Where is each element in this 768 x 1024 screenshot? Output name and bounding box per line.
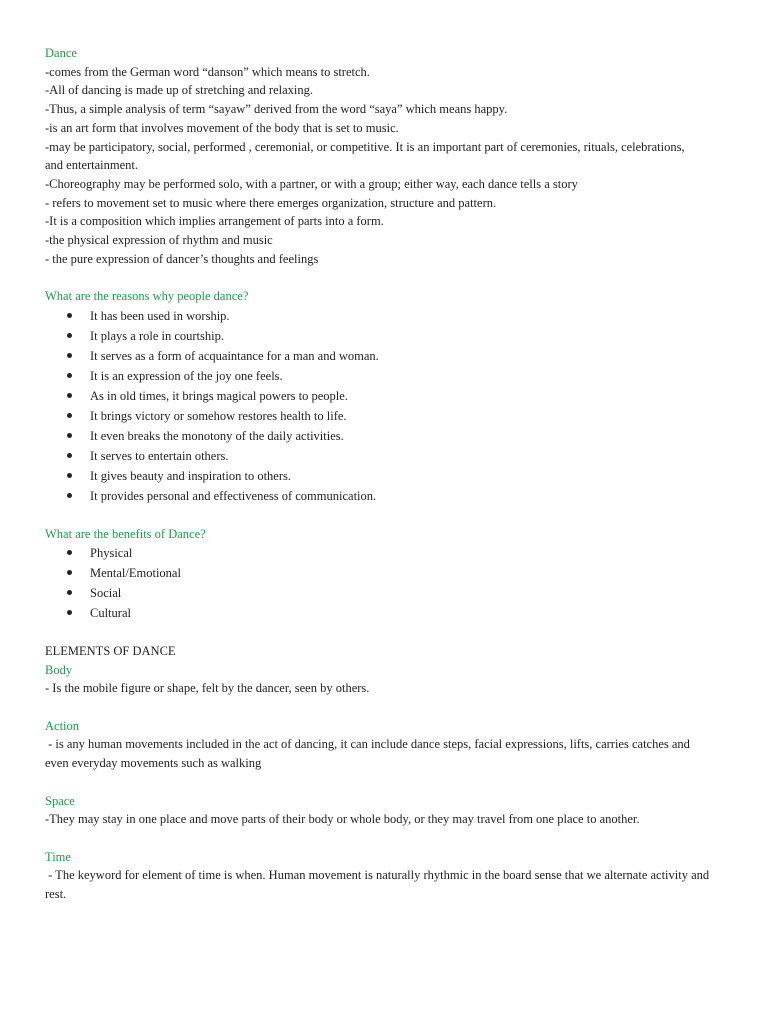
bullet-icon <box>67 493 72 498</box>
list-item <box>45 543 725 563</box>
list-item <box>45 603 725 623</box>
list-item-text: It serves as a form of acquaintance for a man and woman. <box>90 348 379 363</box>
bullet-icon <box>67 590 72 595</box>
body-text: - Is the mobile figure or shape, felt by the dancer, seen by others. <box>45 681 370 696</box>
list-item-text: Cultural <box>90 606 131 621</box>
spacer <box>45 506 725 525</box>
bullet-icon <box>67 433 72 438</box>
spacer <box>45 623 725 642</box>
bullet-icon <box>67 413 72 418</box>
dance-heading: Dance <box>45 46 77 60</box>
list-item <box>45 406 725 426</box>
bullet-icon <box>67 313 72 318</box>
bullet-icon <box>67 610 72 615</box>
intro-line: -the physical expression of rhythm and music <box>45 233 273 248</box>
intro-line: - the pure expression of dancer’s thoughts and feelings <box>45 251 319 266</box>
intro-line: -Choreography may be performed solo, with a partner, or with a group; either way, each dance tells a story <box>45 176 578 191</box>
spacer <box>45 773 725 792</box>
intro-line: -It is a composition which implies arrangement of parts into a form. <box>45 214 384 229</box>
bullet-icon <box>67 473 72 478</box>
time-heading: Time <box>45 849 71 864</box>
intro-line: -comes from the German word “danson” which means to stretch. <box>45 64 370 79</box>
bullet-icon <box>67 353 72 358</box>
list-item <box>45 366 725 386</box>
list-item-text: It plays a role in courtship. <box>90 328 224 343</box>
intro-line: - refers to movement set to music where there emerges organization, structure and pattern. <box>45 195 497 210</box>
list-item <box>45 426 725 446</box>
spacer <box>45 829 725 848</box>
bullet-icon <box>67 393 72 398</box>
list-item-text: It brings victory or somehow restores health to life. <box>90 408 347 423</box>
action-heading: Action <box>45 718 80 733</box>
list-item-text: Mental/Emotional <box>90 566 181 581</box>
intro-line: -Thus, a simple analysis of term “sayaw” derived from the word “saya” which means happy. <box>45 102 508 117</box>
list-item-text: As in old times, it brings magical powers to people. <box>90 388 348 403</box>
space-text: -They may stay in one place and move parts of their body or whole body, or they may travel from one place to another. <box>45 812 640 827</box>
benefits-heading: What are the benefits of Dance? <box>45 526 206 541</box>
action-text: - is any human movements included in the act of dancing, it can include dance steps, facial expressions, lifts, carries catches and even everyday movements such as walking <box>45 737 694 771</box>
list-item <box>45 583 725 603</box>
list-item-text: Social <box>90 586 122 601</box>
elements-title: ELEMENTS OF DANCE <box>45 643 176 658</box>
benefits-list <box>45 543 725 623</box>
spacer <box>45 698 725 717</box>
bullet-icon <box>67 333 72 338</box>
intro-line: -All of dancing is made up of stretching and relaxing. <box>45 83 313 98</box>
list-item-text: It gives beauty and inspiration to others. <box>90 468 292 483</box>
document-page <box>45 44 725 904</box>
list-item-text: It provides personal and effectiveness of communication. <box>90 488 377 503</box>
list-item <box>45 306 725 326</box>
spacer <box>45 268 725 287</box>
list-item <box>45 486 725 506</box>
list-item-text: It serves to entertain others. <box>90 448 229 463</box>
list-item <box>45 446 725 466</box>
time-text: - The keyword for element of time is when. Human movement is naturally rhythmic in the board sense that we alternate activity and rest. <box>45 868 713 901</box>
list-item-text: Physical <box>90 546 133 561</box>
list-item-text: It has been used in worship. <box>90 308 230 323</box>
space-heading: Space <box>45 793 75 808</box>
list-item <box>45 563 725 583</box>
list-item <box>45 466 725 486</box>
list-item <box>45 346 725 366</box>
reasons-heading: What are the reasons why people dance? <box>45 289 249 304</box>
intro-line: -is an art form that involves movement of the body that is set to music. <box>45 120 399 135</box>
bullet-icon <box>67 453 72 458</box>
list-item <box>45 326 725 346</box>
bullet-icon <box>67 550 72 555</box>
body-heading: Body <box>45 662 73 677</box>
reasons-list <box>45 306 725 506</box>
bullet-icon <box>67 570 72 575</box>
list-item-text: It is an expression of the joy one feels. <box>90 368 283 383</box>
bullet-icon <box>67 373 72 378</box>
list-item <box>45 386 725 406</box>
intro-line: -may be participatory, social, performed , ceremonial, or competitive. It is an important part of ceremonies, rituals, celebrations, and entertainment. <box>45 139 685 173</box>
list-item-text: It even breaks the monotony of the daily activities. <box>90 428 344 443</box>
